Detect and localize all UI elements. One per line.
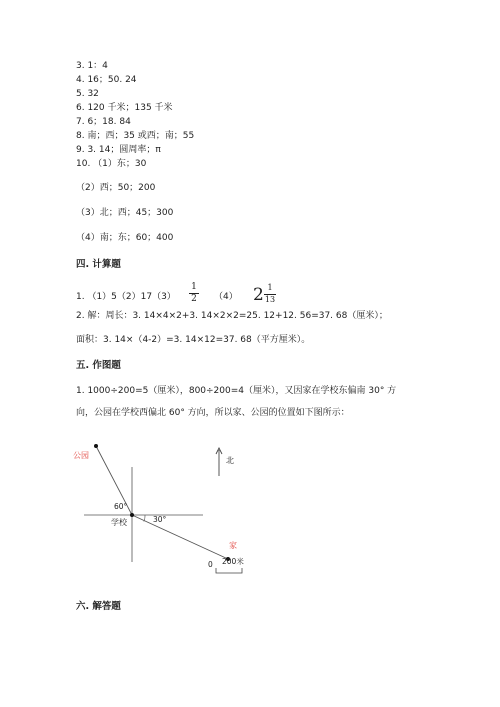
fraction-one-half [189, 282, 199, 305]
angle-60-label: 60° [114, 502, 128, 511]
mixed-whole: 2 [253, 285, 264, 305]
mixed-numerator: 1 [267, 283, 273, 292]
direction-figure [70, 440, 270, 580]
fraction-denominator: 2 [189, 293, 199, 305]
park-point [94, 444, 98, 448]
school-point [130, 513, 134, 517]
fraction-numerator: 1 [191, 282, 197, 292]
home-direction-line [132, 515, 228, 559]
calc-q2-line1: 2. 解：周长：3. 14×4×2+3. 14×2×2=25. 12+12. 56=37. 68（厘米）； [76, 311, 388, 321]
scale-zero-label: 0 [208, 560, 213, 569]
answer-6: 6. 120 千米；135 千米 [76, 103, 173, 113]
mixed-number [253, 283, 283, 307]
school-label: 学校 [111, 518, 127, 527]
angle-30-label: 30° [153, 515, 167, 524]
answer-3: 3. 1：4 [76, 61, 108, 71]
section4-heading: 四. 计算题 [76, 259, 121, 270]
scale-bar [216, 568, 242, 573]
north-label: 北 [226, 456, 234, 465]
calc-q1-prefix: 1. （1）5（2）17（3） [76, 292, 176, 302]
drawing-line1: 1. 1000÷200=5（厘米），800÷200=4（厘米），又因家在学校东偏南 30° 方 [76, 386, 397, 396]
drawing-line2: 向，公园在学校西偏北 60° 方向，所以家、公园的位置如下图所示： [76, 408, 350, 418]
section5-heading: 五. 作图题 [76, 360, 121, 371]
answer-10-part4: （4）南；东；60；400 [76, 233, 174, 243]
calc-q1-part4: （4） [214, 292, 238, 302]
answer-9: 9. 3. 14；圆周率；π [76, 145, 161, 155]
answer-8: 8. 南；西；35 或西；南；55 [76, 131, 195, 141]
calc-q2-line2: 面积：3. 14×（4-2）=3. 14×12=37. 68（平方厘米）。 [76, 335, 311, 345]
answer-4: 4. 16；50. 24 [76, 75, 137, 85]
mixed-denominator: 13 [264, 295, 276, 304]
answer-5: 5. 32 [76, 89, 99, 99]
answer-10-part2: （2）西；50；200 [76, 183, 156, 193]
answer-10-part3: （3）北；西；45；300 [76, 208, 174, 218]
park-label: 公园 [73, 451, 89, 460]
section6-heading: 六. 解答题 [76, 601, 121, 612]
answer-10: 10. （1）东；30 [76, 159, 147, 169]
home-label: 家 [229, 541, 237, 550]
scale-unit-label: 200米 [222, 557, 244, 566]
answer-7: 7. 6；18. 84 [76, 117, 131, 127]
